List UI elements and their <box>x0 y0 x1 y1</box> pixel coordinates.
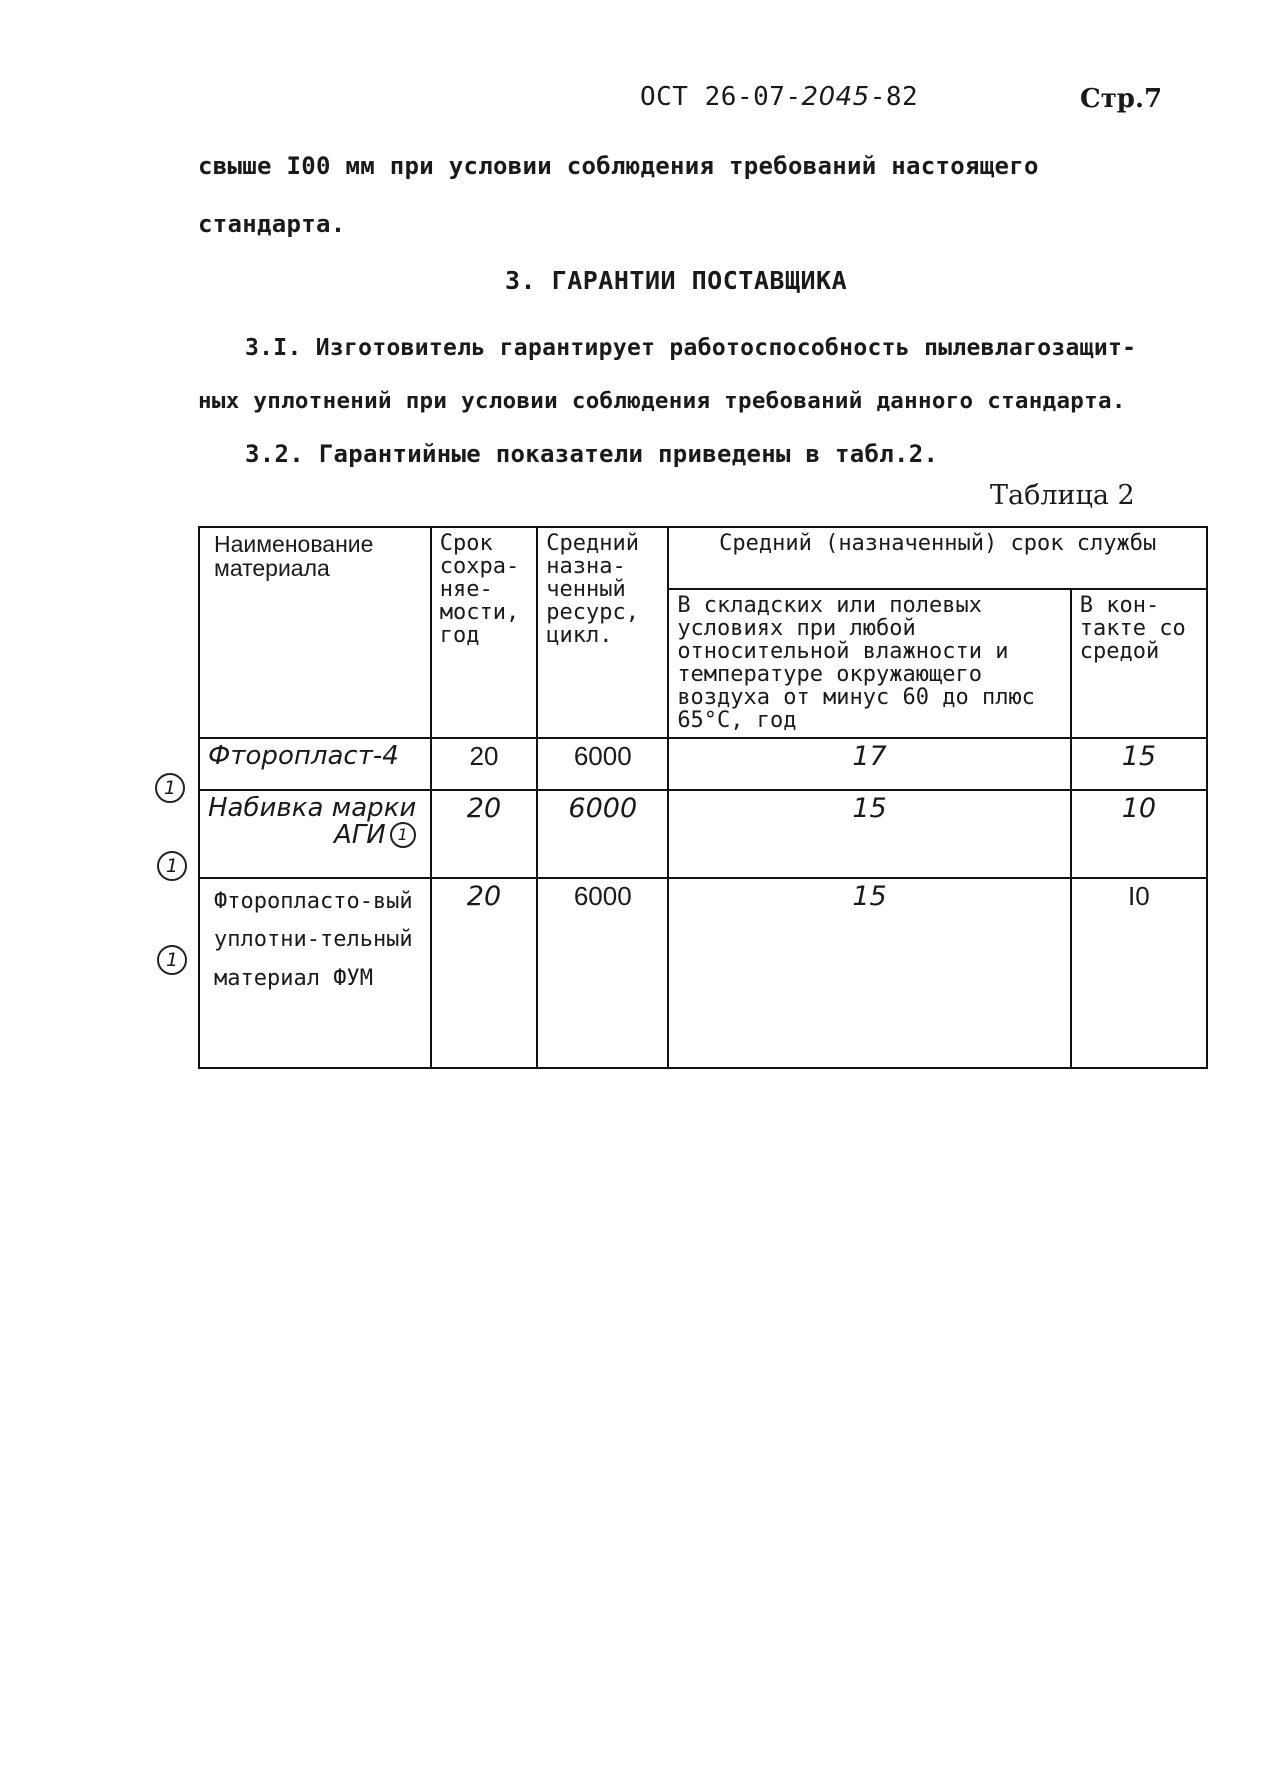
header-service-life: Средний (назначенный) срок службы <box>668 527 1207 589</box>
header-material: Наименование материала <box>199 527 431 738</box>
cell-service-storage: 17 <box>668 738 1070 790</box>
material-line-1: Набивка марки <box>208 792 417 823</box>
table-row <box>199 878 1207 1068</box>
header-service-storage: В складских или полевых условиях при любой относительной влажности и температуре окружающего воздуха от минус 60 до плюс 65°С, год <box>668 589 1070 738</box>
page-number: Стр.7 <box>1080 84 1163 114</box>
paragraph-3-1-line-2: ных уплотнений при условии соблюдения требований данного стандарта. <box>198 388 1126 414</box>
change-mark-icon: 1 <box>390 822 416 848</box>
change-mark-icon: 1 <box>155 773 185 803</box>
table-row <box>199 790 1207 878</box>
cell-service-contact: I0 <box>1071 878 1207 1068</box>
cell-service-contact: 15 <box>1071 738 1207 790</box>
cell-material: Фторопласто-вый уплотни-тельный материал ФУМ <box>199 878 431 1068</box>
section-title: 3. ГАРАНТИИ ПОСТАВЩИКА <box>505 266 848 295</box>
cell-storage: 20 <box>431 790 538 878</box>
cell-resource: 6000 <box>537 738 668 790</box>
material-line-2-wrap <box>208 819 422 850</box>
header-resource: Средний назна-ченный ресурс, цикл. <box>537 527 668 738</box>
body-line-1: свыше I00 мм при условии соблюдения требований настоящего <box>198 152 1039 180</box>
table-row <box>199 738 1207 790</box>
table-header-row <box>199 527 1207 589</box>
cell-storage: 20 <box>431 738 538 790</box>
cell-storage: 20 <box>431 878 538 1068</box>
header-storage: Срок сохра-няе-мости, год <box>431 527 538 738</box>
document-number <box>640 82 918 112</box>
body-line-2: стандарта. <box>198 210 346 238</box>
table-caption: Таблица 2 <box>990 480 1135 511</box>
cell-service-contact: 10 <box>1071 790 1207 878</box>
paragraph-3-1-line-1: 3.I. Изготовитель гарантирует работоспособность пылевлагозащит- <box>245 335 1137 361</box>
change-mark-icon: 1 <box>157 945 187 975</box>
doc-number-suffix: -82 <box>869 82 919 112</box>
paragraph-3-2: 3.2. Гарантийные показатели приведены в табл.2. <box>245 440 939 468</box>
doc-number-handwritten: 2045 <box>801 82 870 112</box>
cell-service-storage: 15 <box>668 878 1070 1068</box>
cell-resource: 6000 <box>537 790 668 878</box>
cell-material <box>199 790 431 878</box>
doc-number-prefix: ОСТ 26-07- <box>640 82 802 112</box>
change-mark-icon: 1 <box>157 851 187 881</box>
cell-service-storage: 15 <box>668 790 1070 878</box>
cell-resource: 6000 <box>537 878 668 1068</box>
header-service-contact: В кон-такте со средой <box>1071 589 1207 738</box>
guarantee-table <box>198 526 1208 1069</box>
cell-material: Фторопласт-4 <box>199 738 431 790</box>
material-line-2: АГИ <box>334 819 386 850</box>
